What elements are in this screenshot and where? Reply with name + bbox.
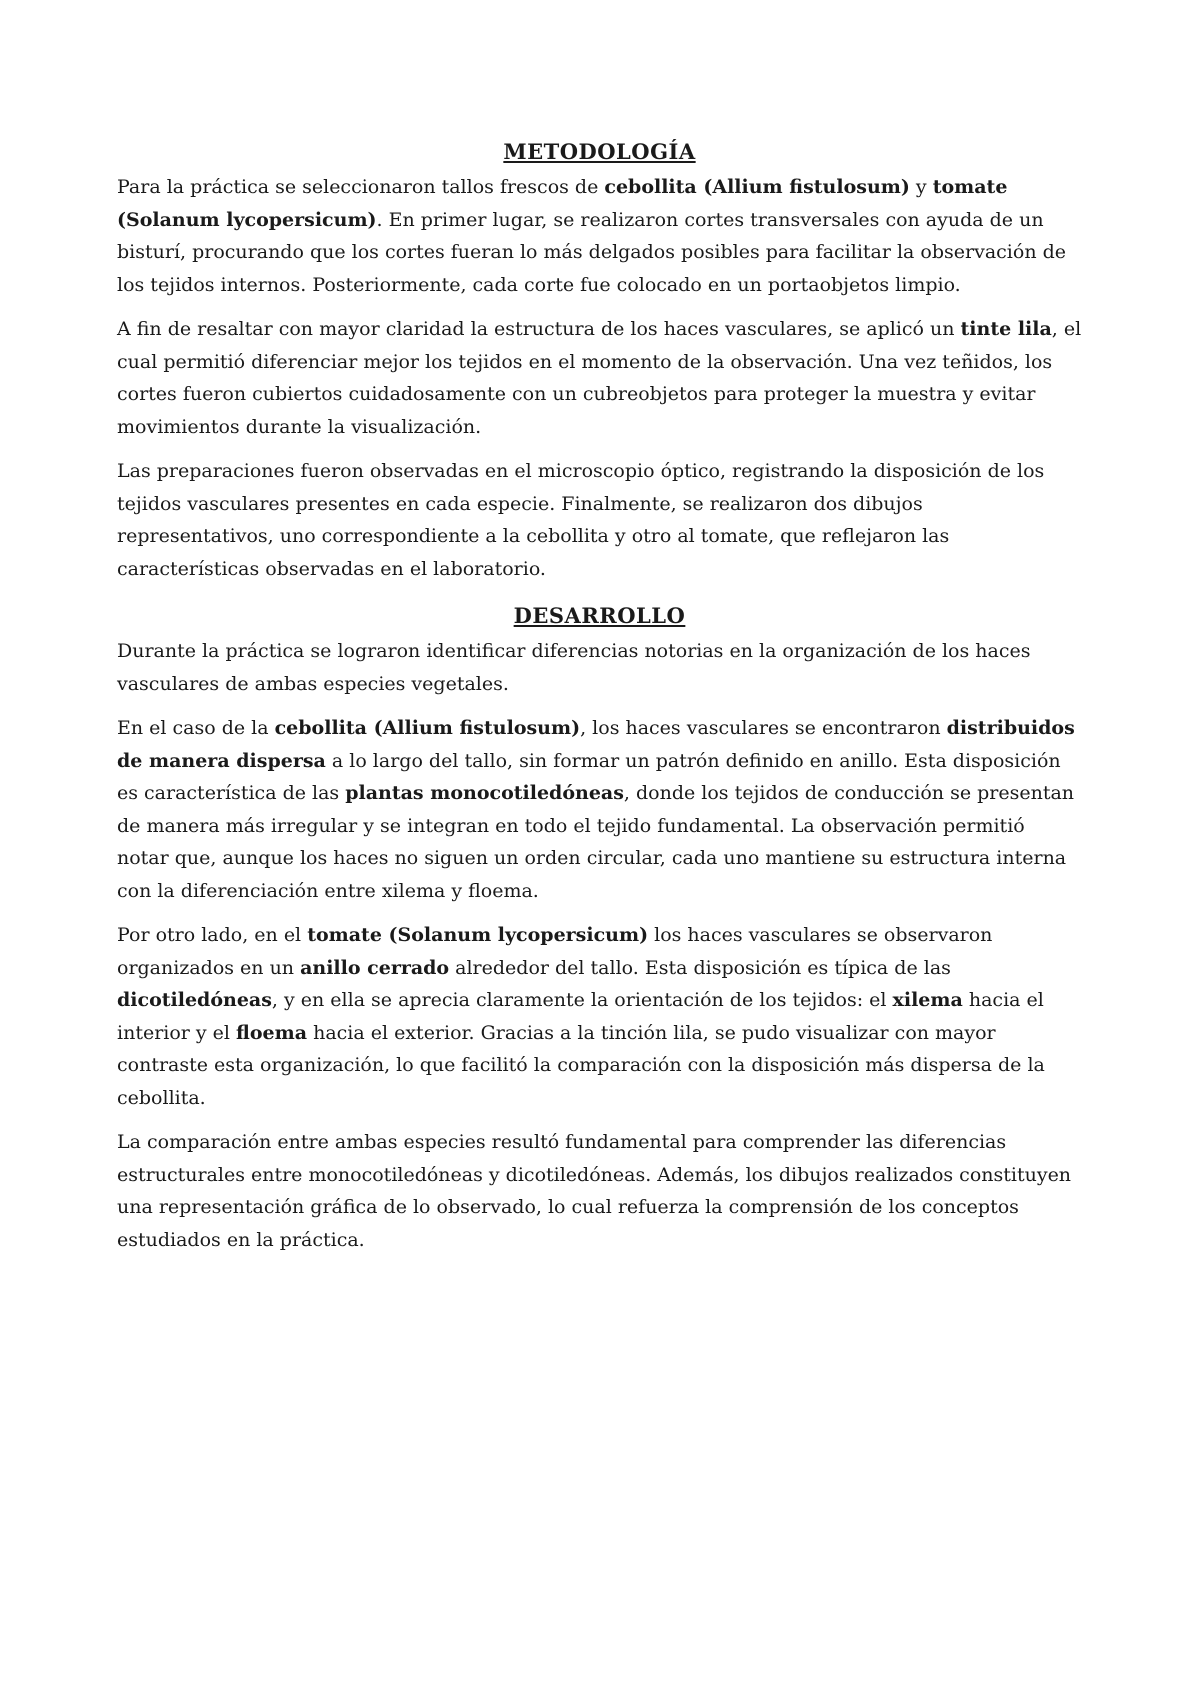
- text-run: A fin de resaltar con mayor claridad la estructura de los haces vasculares, se aplicó un: [117, 318, 961, 340]
- text-run: los haces vasculares se observaron organizados en un: [117, 924, 993, 979]
- section-title-desarrollo: DESARROLLO: [513, 603, 686, 628]
- text-run: a lo largo del tallo, sin formar un patrón definido en anillo. Esta disposición es característica de las: [117, 749, 1061, 804]
- text-run: hacia el exterior. Gracias a la tinción lila, se pudo visualizar con mayor contraste esta organización, lo que facilitó la comparación con la disposición más dispersa de la cebollita.: [117, 1021, 1045, 1109]
- bold-text: floema: [236, 1021, 308, 1044]
- bold-text: tinte lila: [960, 318, 1052, 340]
- text-run: hacia el interior y el: [117, 989, 1044, 1044]
- text-run: , y en ella se aprecia claramente la orientación de los tejidos: el: [271, 989, 893, 1011]
- bold-text: tomate (Solanum lycopersicum): [307, 924, 649, 946]
- text-run: y: [909, 176, 933, 198]
- text-run: Durante la práctica se lograron identificar diferencias notorias en la organización de los haces vasculares de ambas especies vegetales.: [117, 640, 1031, 695]
- bold-text: anillo cerrado: [300, 956, 450, 979]
- paragraph-desarrollo-2: [117, 712, 1082, 907]
- paragraph-desarrollo-3: [117, 919, 1082, 1114]
- bold-text: tomate (Solanum lycopersicum): [117, 176, 1008, 231]
- bold-text: plantas monocotiledóneas: [345, 782, 624, 804]
- text-run: , el cual permitió diferenciar mejor los tejidos en el momento de la observación. Una vez teñidos, los cortes fueron cubiertos cuidadosamente con un cubreobjetos para proteger la muestra y evitar movimientos durante la visualización.: [117, 318, 1082, 438]
- text-run: La comparación entre ambas especies resultó fundamental para comprender las diferencias estructurales entre monocotiledóneas y dicotiledóneas. Además, los dibujos realizados constituyen una representación gráfica de lo observado, lo cual refuerza la comprensión de los conceptos estudiados en la práctica.: [117, 1131, 1072, 1251]
- text-run: Para la práctica se seleccionaron tallos frescos de: [117, 176, 605, 198]
- text-run: Por otro lado, en el: [117, 924, 308, 946]
- text-run: , los haces vasculares se encontraron: [580, 717, 947, 739]
- paragraph-metodologia-2: [117, 313, 1082, 443]
- section-title-metodologia: METODOLOGÍA: [503, 139, 696, 164]
- text-run: . En primer lugar, se realizaron cortes transversales con ayuda de un bisturí, procurando que los cortes fueran lo más delgados posibles para facilitar la observación de los tejidos internos. Posteriormente, cada corte fue colocado en un portaobjetos limpio.: [117, 208, 1067, 296]
- text-run: alrededor del tallo. Esta disposición es típica de las: [449, 956, 951, 979]
- paragraph-desarrollo-1: [117, 635, 1082, 700]
- bold-text: distribuidos de manera dispersa: [117, 717, 1075, 772]
- paragraph-metodologia-3: [117, 455, 1082, 585]
- text-run: Las preparaciones fueron observadas en el microscopio óptico, registrando la disposición de los tejidos vasculares presentes en cada especie. Finalmente, se realizaron dos dibujos representativos, uno correspondiente a la cebollita y otro al tomate, que reflejaron las características observadas en el laboratorio.: [117, 460, 1045, 580]
- document-body: [117, 133, 1082, 1268]
- text-run: En el caso de la: [117, 717, 275, 739]
- bold-text: dicotiledóneas: [117, 989, 272, 1011]
- paragraph-desarrollo-4: [117, 1126, 1082, 1256]
- bold-text: xilema: [892, 989, 963, 1011]
- bold-text: cebollita (Allium fistulosum): [274, 717, 581, 739]
- bold-text: cebollita (Allium fistulosum): [604, 176, 910, 198]
- paragraph-metodologia-1: [117, 171, 1082, 301]
- text-run: , donde los tejidos de conducción se presentan de manera más irregular y se integran en todo el tejido fundamental. La observación permitió notar que, aunque los haces no siguen un orden circular, cada uno mantiene su estructura interna con la diferenciación entre xilema y floema.: [117, 782, 1075, 902]
